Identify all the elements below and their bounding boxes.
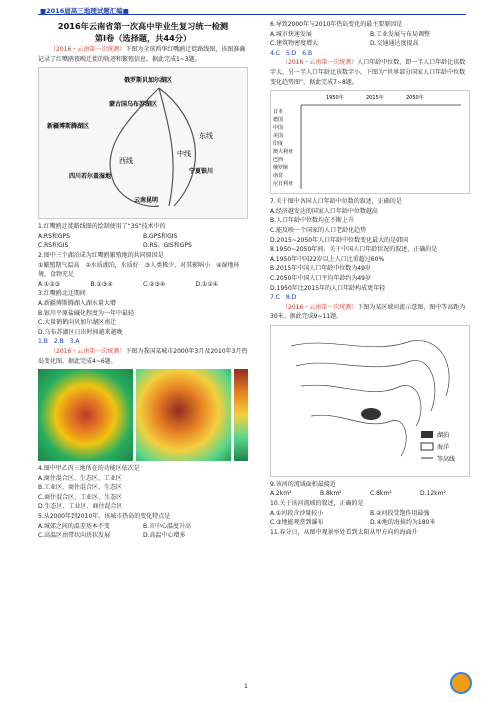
q6-option: B.工业发展与布局调整: [370, 30, 431, 38]
q2-option: B.①③④: [90, 280, 113, 288]
question-7: 7.关于图中各国人口年龄中位数的叙述，正确的是: [270, 198, 402, 206]
question-5: 5.从2000年到2010年，该城市热岛的变化特点是: [38, 513, 171, 521]
country-label: 德国: [273, 117, 284, 124]
q3-option: A.新疆博斯腾湖入湖水量大增: [38, 299, 116, 307]
q5-options-row1: [38, 522, 248, 532]
question-10: 10.关于该河流域的叙述，正确的是: [270, 500, 364, 508]
legend-contour: 等高线: [437, 455, 456, 463]
q9-option: C.8km²: [370, 490, 392, 498]
q10-option: D.④地的海拔约为180米: [370, 519, 436, 527]
intro-9-11: [270, 303, 470, 322]
q1-option: B.GPS和GIS: [143, 232, 178, 240]
answer-7-8: 7.C 8.D: [270, 294, 297, 302]
q1-options-row2: [38, 241, 248, 251]
q6-option: C.建筑物密度增大: [270, 40, 319, 48]
q2-options: [38, 280, 248, 290]
q3-option: B.银川平原盐碱化程度为一年中最轻: [38, 309, 135, 317]
q1-option: D.RS、GIS和GPS: [143, 242, 192, 250]
right-column: [270, 20, 470, 537]
q4-option: D.生态区、工业区、商住混合区: [38, 503, 123, 511]
question-3: 3.红嘴鸥北迁期间: [38, 290, 86, 298]
map-label-xinjiang: 新疆博斯腾湖区: [47, 123, 90, 131]
country-label: 印度: [273, 141, 284, 148]
source-tag: （2016・云南第一次统测）: [50, 347, 126, 355]
legend-2050: 2050年: [406, 95, 424, 102]
intro-text: 下图为全球西华红嘴鸥迁徙路线图，该图准确记录了红嘴鸥夜晚迁徙的轨迹和繁殖信息。据此完成1~3题。: [38, 46, 246, 63]
q9-option: B.8km²: [320, 490, 342, 498]
intro-text: 下图为某区域河流示意图，图中等高距为30米。据此完成9~11题。: [270, 303, 466, 321]
question-2-items: ①繁殖期气温高 ②水质湖泊，水质好 ③人类稀少，对其影响小 ④湿地环境，食物充足: [38, 261, 240, 279]
country-label: 尼日利亚: [273, 181, 294, 188]
q9-option: A.2km²: [270, 490, 292, 498]
legend-1950: 1950年: [326, 95, 344, 102]
intro-text: 下图为我国某城市2000年3月及2010年3月热岛变化图。据此完成4~6题。: [38, 347, 248, 365]
legend-lake-swatch: [421, 431, 433, 438]
q2-option: D.①②④: [195, 280, 219, 288]
q4-option: A.商住混合区、生态区、工业区: [38, 474, 122, 482]
q5-options-row2: [38, 531, 248, 541]
country-label: 中国: [273, 125, 284, 132]
country-label: 美国: [273, 133, 284, 140]
legend-sea-swatch: [421, 443, 433, 450]
river-contour-svg: [271, 326, 469, 476]
publisher-logo-icon: [450, 672, 472, 694]
map-label-yinchuan: 宁夏银川: [189, 168, 214, 176]
q4-option: B.工业区、商住混合区、生态区: [38, 484, 123, 492]
legend-2015: 2015年: [366, 95, 384, 102]
heat-map-2000: [38, 369, 133, 461]
q10-option: C.③地能观赏到瀑布: [270, 519, 324, 527]
q2-option: A.①②③: [38, 280, 61, 288]
q2-option: C.②③④: [143, 280, 166, 288]
q9-option: D.12km²: [420, 490, 446, 498]
intro-1-3: [38, 45, 248, 64]
q1-option: C.RS和GIS: [38, 242, 69, 250]
intro-4-6: [38, 347, 248, 366]
header-rule: [38, 14, 466, 15]
question-4: 4.图中甲乙丙三地所在的功能区依次是: [38, 465, 140, 473]
q5-option: D.高温中心增多: [143, 532, 186, 540]
section-title: 第Ⅰ卷（选择题，共44分）: [94, 33, 192, 43]
migration-map: [38, 67, 248, 219]
q5-option: B.市中心温度升高: [143, 522, 192, 530]
source-tag: （2016・云南第一次统测）: [282, 59, 358, 67]
answer-1-3: 1.B 2.B 3.A: [38, 338, 80, 346]
country-label: 南非: [273, 173, 284, 180]
question-1: 1.红嘴鸥迁徙路线图的绘制使用了“3S”技术中的: [38, 223, 166, 231]
intro-7-8: [270, 58, 470, 87]
q7-option: D.2015~2050年人口年龄中位数变化最大的是韩国: [270, 236, 409, 244]
page-number: 1: [244, 683, 248, 690]
q6-option: A.城市快速发展: [270, 30, 312, 38]
q10-option: A.①河段含沙量较小: [270, 509, 324, 517]
q10-option: B.②河段受饱作用最强: [370, 509, 430, 517]
map-label-kunming: 云南昆明: [134, 197, 159, 205]
map-label-middle: 中线: [177, 150, 191, 159]
country-label: 日本: [273, 109, 284, 116]
source-tag: （2016・云南第一次统测）: [50, 46, 126, 53]
q6-options-row2: [270, 39, 470, 49]
question-9: 9.该河的流域面积最接近: [270, 480, 336, 488]
q6-options-row1: [270, 30, 470, 40]
q8-option: A.1950年中国22岁以上人口比重超过60%: [270, 255, 385, 263]
q7-option: B.人口年龄中位数均在不断上升: [270, 217, 355, 225]
q5-option: A.城郊之间的温差基本不变: [38, 522, 110, 530]
q6-option: D.交通通达度提高: [370, 40, 419, 48]
q7-option: A.经济越发达的国家人口年龄中位数越高: [270, 207, 378, 215]
heat-map-2010: [136, 369, 231, 461]
q10-options-row2: [270, 518, 470, 528]
q5-option: C.高温区由带状向块状发展: [38, 532, 111, 540]
source-tag: （2016・云南第一次统测）: [282, 303, 358, 311]
q8-option: D.1950年比2015年的人口年龄构成更年轻: [270, 284, 386, 292]
q3-option: C.大量鹤鹤向贝加尔湖区南迁: [38, 319, 117, 327]
migration-map-svg: [39, 68, 247, 218]
q10-options-row1: [270, 509, 470, 519]
map-label-west: 西线: [119, 157, 133, 166]
q8-option: C.2050年中国人口平均年龄约为49岁: [270, 274, 372, 282]
q9-options: [270, 489, 470, 499]
answer-4-6: 4.C 5.D 6.B: [270, 49, 313, 57]
map-label-sichuan: 四川若尔盖湿地: [69, 173, 112, 181]
age-median-chart: [270, 90, 470, 194]
age-median-chart-svg: [271, 91, 469, 193]
map-label-baikal: 俄罗斯贝加尔湖区: [124, 77, 173, 85]
map-label-east: 东线: [199, 132, 213, 141]
country-label: 巴西: [273, 157, 284, 164]
q1-option: A.RS和GPS: [38, 232, 70, 240]
heat-map-legend: [234, 369, 248, 461]
q1-options-row1: [38, 232, 248, 242]
q8-option: B.2015年中国人口年龄中位数为49岁: [270, 265, 371, 273]
heat-island-maps: [38, 369, 248, 461]
legend-sea: 海洋: [437, 443, 450, 451]
question-11: 11.春分日，从图中观景亭处看到太阳从甲方向的海面升: [270, 528, 418, 536]
exam-title: 2016年云南省第一次高中毕业生复习统一检测: [57, 21, 229, 31]
lake-shape: [361, 408, 381, 420]
question-8: 8.1950~2050年间，关于中国人口年龄状况的叙述，正确的是: [270, 246, 438, 254]
country-label: 澳大利亚: [273, 149, 294, 156]
document-header: ■2016届高三地理试题汇编■: [40, 7, 129, 15]
question-6: 6.导致2000年与2010年热岛变化的最主要原因是: [270, 21, 403, 28]
map-label-mongolia: 蒙古国乌布苏湖区: [109, 101, 158, 109]
intro-text: 人口年龄中位数，即一半人口年龄比该数字大，另一半人口年龄比该数字小。下图为“世界部分国家人口年龄中位数变化趋势图”，据此完成7~8题。: [270, 59, 466, 86]
left-column: [38, 20, 248, 541]
country-label: 俄罗斯: [273, 165, 289, 172]
river-contour-map: [270, 325, 470, 477]
q3-option: D.乌布苏湖区日出时间越来越晚: [38, 328, 123, 336]
question-2: 2.图中三个湖泊成为红嘴鸥繁殖地的共同原因是: [38, 251, 164, 259]
q7-option: C.能反映一个国家的人口老龄化趋势: [270, 226, 367, 234]
q4-option: C.商住混合区、工业区、生态区: [38, 493, 123, 501]
legend-lake: 湖泊: [437, 431, 450, 439]
